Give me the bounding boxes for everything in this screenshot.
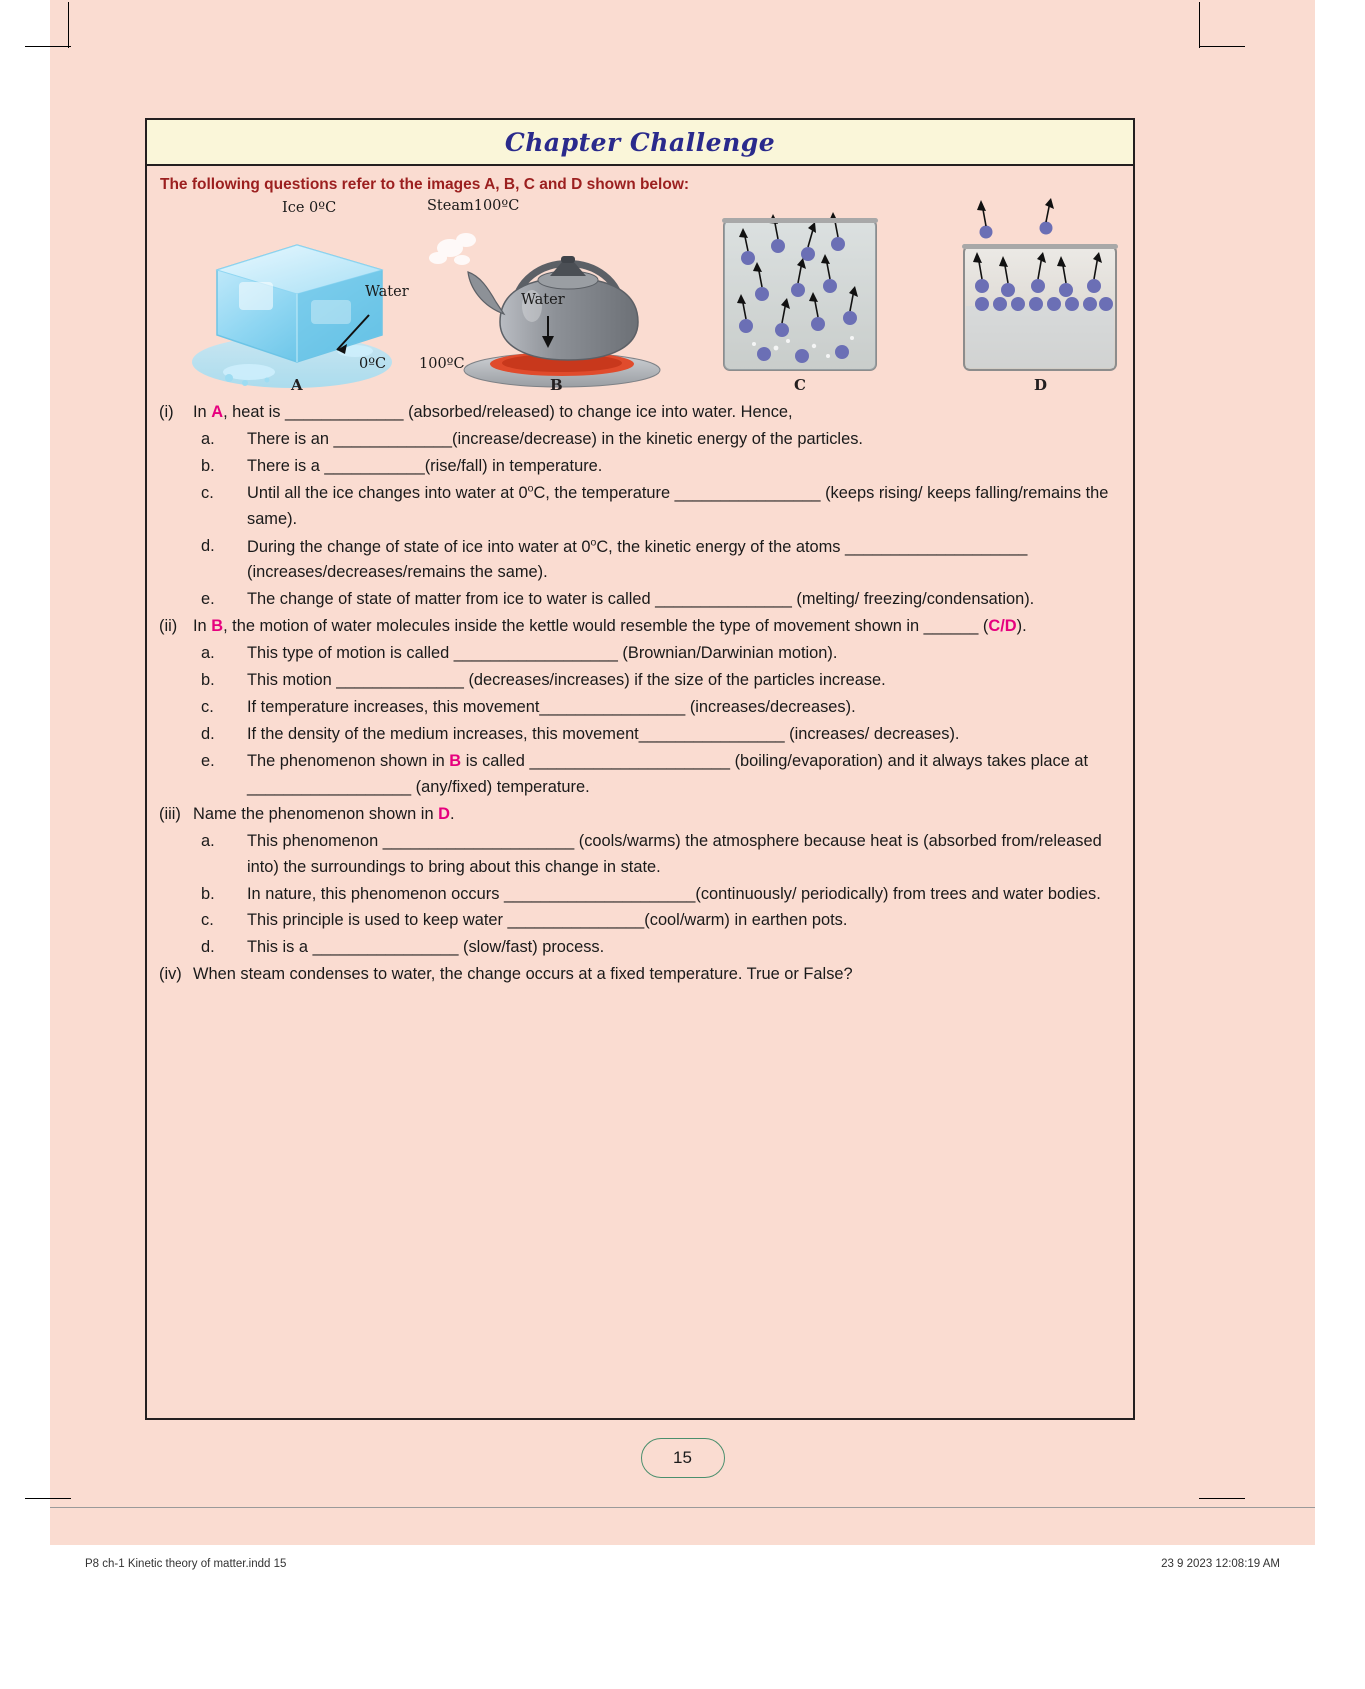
inline-text: The phenomenon shown in <box>247 751 450 770</box>
crop-mark-top-right-h <box>1199 46 1245 47</box>
figure-b-steam-label: Steam100ºC <box>427 198 520 214</box>
sub-question-row <box>159 641 1119 667</box>
question-number: (ii) <box>159 617 178 636</box>
figure-a-water-temp-label: 0ºC <box>359 356 387 372</box>
inline-text: , the motion of water molecules inside the kettle would resemble the type of movement shown in ______ ( <box>223 617 989 636</box>
inline-text: Until all the ice changes into water at 0$^o$C, the temperature ________________ (keeps rising/ keeps falling/remains the same). <box>247 482 1109 529</box>
footer-left: P8 ch-1 Kinetic theory of matter.indd 15 <box>85 1558 287 1570</box>
sub-question-text <box>207 587 1119 613</box>
sub-question-letter: c. <box>201 698 214 717</box>
sub-question-letter: c. <box>201 483 214 502</box>
sub-question-row <box>159 481 1119 533</box>
sub-question-text <box>207 908 1119 934</box>
crop-mark-bottom-left-h <box>25 1498 71 1499</box>
sub-question-letter: d. <box>201 725 215 743</box>
sub-question-letter: d. <box>201 938 215 957</box>
figure-d <box>942 198 1142 398</box>
inline-text: This is a ________________ (slow/fast) process. <box>247 938 605 957</box>
sub-question-text <box>207 935 1119 961</box>
question-text <box>193 400 1119 426</box>
figure-b-water-label: Water <box>521 292 565 308</box>
sub-question-letter: b. <box>201 671 215 690</box>
sub-question-text <box>207 427 1119 453</box>
question-text <box>193 802 1119 828</box>
inline-highlight: A <box>211 403 224 421</box>
figure-b-caption: B <box>550 376 563 394</box>
figure-a <box>187 198 427 398</box>
footer-rule <box>50 1507 1315 1508</box>
sub-question-row <box>159 454 1119 480</box>
question-row <box>159 400 1119 426</box>
inline-text: ). <box>1016 617 1027 636</box>
inline-text: The change of state of matter from ice to water is called _______________ (melting/ freezing/condensation). <box>247 590 1035 609</box>
inline-text: is called ______________________ (boiling/evaporation) and it always takes place at __________________ (any/fixed) temperature. <box>247 751 1089 796</box>
figure-a-water-label: Water <box>365 284 409 300</box>
inline-text: This phenomenon _____________________ (cools/warms) the atmosphere because heat is (absorbed from/released into) the surroundings to bring about this change in state. <box>247 831 1102 876</box>
sub-question-text <box>207 695 1119 721</box>
sub-question-row <box>159 695 1119 721</box>
crop-mark-top-left-h <box>25 46 71 47</box>
figure-b <box>419 198 672 398</box>
inline-highlight: C/D <box>988 617 1017 636</box>
sub-question-row <box>159 722 1119 748</box>
sub-question-letter: b. <box>201 456 215 475</box>
page-title: Chapter Challenge <box>504 127 776 157</box>
inline-text: If the density of the medium increases, this movement________________ (increases/ decreases). <box>247 725 960 743</box>
figure-a-ice-label: Ice 0ºC <box>282 200 337 216</box>
inline-highlight: B <box>449 751 462 770</box>
sub-question-letter: d. <box>201 537 215 556</box>
inline-text: Name the phenomenon shown in <box>193 804 439 823</box>
inline-text: If temperature increases, this movement________________ (increases/decreases). <box>247 698 856 717</box>
inline-text: During the change of state of ice into water at 0$^o$C, the kinetic energy of the atoms ____________________ (increases/decreases/remains the same). <box>247 536 1028 582</box>
sub-question-text <box>207 481 1119 533</box>
sub-question-letter: e. <box>201 590 215 609</box>
question-row <box>159 614 1119 640</box>
sub-question-text <box>207 668 1119 694</box>
sub-question-letter: a. <box>201 831 215 850</box>
page-number-wrap <box>0 1438 1365 1478</box>
sub-question-letter: b. <box>201 884 215 903</box>
inline-text: There is an _____________(increase/decrease) in the kinetic energy of the particles. <box>247 429 863 448</box>
question-text <box>193 614 1119 640</box>
figure-a-caption: A <box>291 376 303 394</box>
inline-highlight: B <box>211 617 224 636</box>
sub-question-text <box>207 882 1119 908</box>
question-row <box>159 802 1119 828</box>
inline-text: This principle is used to keep water _______________(cool/warm) in earthen pots. <box>247 911 848 930</box>
sub-question-text <box>207 641 1119 667</box>
question-number: (iv) <box>159 965 182 984</box>
sub-question-text <box>207 722 1119 748</box>
sub-question-row <box>159 534 1119 586</box>
sub-question-row <box>159 829 1119 881</box>
chapter-challenge-sheet <box>145 118 1135 1420</box>
inline-text: This motion ______________ (decreases/increases) if the size of the particles increase. <box>247 671 886 690</box>
sub-question-text <box>207 454 1119 480</box>
question-number: (i) <box>159 403 174 421</box>
sub-question-row <box>159 668 1119 694</box>
question-number: (iii) <box>159 804 181 823</box>
figure-c-caption: C <box>794 376 806 394</box>
sub-question-text <box>207 534 1119 586</box>
inline-text: In nature, this phenomenon occurs _____________________(continuously/ periodically) from trees and water bodies. <box>247 884 1101 903</box>
question-text <box>193 962 1119 988</box>
inline-highlight: D <box>438 804 450 823</box>
intro-text: The following questions refer to the images A, B, C and D shown below: <box>160 176 690 193</box>
inline-text: There is a ___________(rise/fall) in temperature. <box>247 456 603 475</box>
chapter-header <box>147 120 1133 166</box>
figure-c <box>702 198 902 398</box>
page-number: 15 <box>641 1438 725 1478</box>
inline-text: In <box>193 403 212 421</box>
crop-mark-top-left-v <box>68 2 69 48</box>
inline-text: In <box>193 617 212 636</box>
sub-question-row <box>159 587 1119 613</box>
print-footer <box>0 1548 1365 1588</box>
sub-question-letter: c. <box>201 911 214 930</box>
crop-mark-bottom-right-h <box>1199 1498 1245 1499</box>
crop-mark-top-right-v <box>1199 2 1200 48</box>
sub-question-row <box>159 882 1119 908</box>
sub-question-letter: a. <box>201 644 215 663</box>
inline-text: This type of motion is called __________________ (Brownian/Darwinian motion). <box>247 644 838 663</box>
sub-question-row <box>159 749 1119 801</box>
sub-question-text <box>207 829 1119 881</box>
inline-text: . <box>449 804 455 823</box>
sub-question-row <box>159 427 1119 453</box>
sub-question-row <box>159 935 1119 961</box>
figure-d-caption: D <box>1034 376 1048 394</box>
inline-text: When steam condenses to water, the change occurs at a fixed temperature. True or False? <box>193 965 853 984</box>
questions-list <box>147 398 1133 988</box>
figures-row <box>157 198 1123 398</box>
question-row <box>159 962 1119 988</box>
inline-text: , heat is _____________ (absorbed/released) to change ice into water. Hence, <box>223 403 793 421</box>
sub-question-letter: a. <box>201 429 215 448</box>
figure-b-water-temp-label: 100ºC <box>419 356 465 372</box>
sub-question-text <box>207 749 1119 801</box>
sub-question-row <box>159 908 1119 934</box>
sub-question-letter: e. <box>201 751 215 770</box>
footer-right: 23 9 2023 12:08:19 AM <box>1161 1558 1280 1570</box>
